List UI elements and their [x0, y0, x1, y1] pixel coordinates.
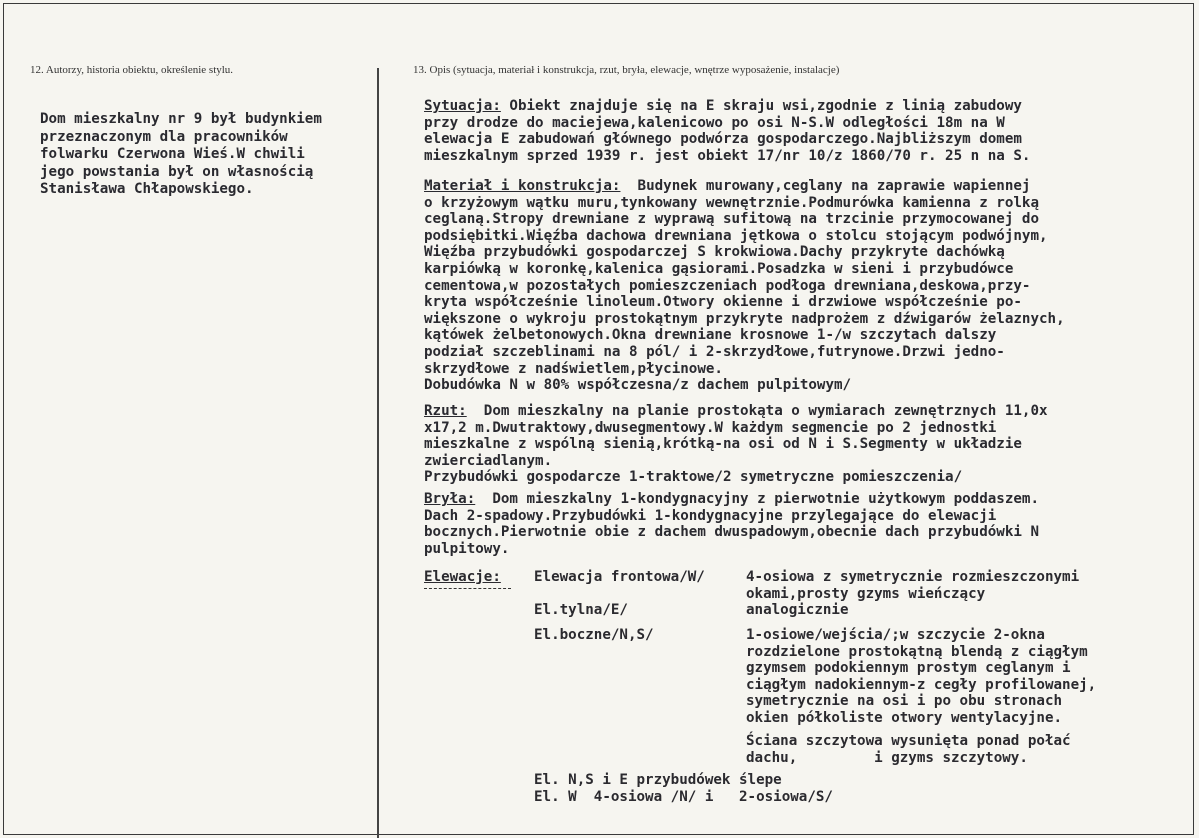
gable-wall-text: Ściana szczytowa wysunięta ponad połać dachu, i gzyms szczytowy. [746, 733, 1071, 766]
massing-section [424, 491, 1159, 557]
elevation-row-name: El.tylna/E/ [534, 602, 628, 618]
massing-text: Dom mieszkalny 1-kondygnacyjny z pierwotnie użytkowym poddaszem. Dach 2-spadowy.Przybudówki 1-kondygnacyjne przylegające do elewacji bocznych.Pierwotnie obie z dachem dwuspadowym,obecnie dach przybudówki N pulpitowy. [424, 491, 1039, 557]
massing-label: Bryła: [424, 491, 476, 507]
elevation-row-desc: 4-osiowa z symetrycznie rozmieszczonymi okami,prosty gzyms wieńczący [746, 569, 1080, 602]
situation-text: Obiekt znajduje się na E skraju wsi,zgodnie z linią zabudowy przy drodze do maciejewa,kalenicowo po osi N-S.W odległości 18m na W elewacja E zabudowań głównego podwórza gospodarczego.Najbliższym domem mieszkalnym sprzed 1939 r. jest obiekt 17/nr 10/z 1860/70 r. 25 n na S. [424, 98, 1031, 164]
plan-text: Dom mieszkalny na planie prostokąta o wymiarach zewnętrznych 11,0x x17,2 m.Dwutraktowy,dwusegmentowy.W każdym segmencie po 2 jednostki mieszkalne z wspólną sienią,krótką-na osi od N i S.Segmenty w układzie zwierciadlanym. Przybudówki gospodarcze 1-traktowe/2 symetryczne pomieszczenia/ [424, 403, 1048, 486]
elevation-row-name: Elewacja frontowa/W/ [534, 569, 705, 585]
material-label: Materiał i konstrukcja: [424, 178, 621, 194]
plan-section [424, 403, 1159, 486]
elevation-row-desc: analogicznie [746, 602, 849, 618]
material-text: Budynek murowany,ceglany na zaprawie wapiennej o krzyżowym wątku muru,tynkowany wewnętrznie.Podmurówka kamienna z rolką ceglaną.Stropy drewniane z wyprawą sufitową na trzcinie przymocowanej do podsiębitki.Więźba dachowa drewniana jętkowa o stolcu stojącym podwójnym, Więźba przybudówki gospodarczej S krokwiowa.Dachy przykryte dachówką karpiówką w koronkę,kalenica gąsiorami.Posadzka w sieni i przybudówce cementowa,w pozostałych pomieszczeniach podłoga drewniana,deskowa,przy- kryta współcześnie linoleum.Otwory okienne i drzwiowe współcześnie po- większone o wykroju prostokątnym przykryte nadprożem z dźwigarów żelaznych, kątówek żelbetonowych.Okna drewniane krosnowe 1-/w szczytach dalszy podział szczeblinami na 8 pól/ i 2-skrzydłowe,futrynowe.Drzwi jedno- skrzydłowe z nadświetlem,płycinowe. Dobudówka N w 80% współczesna/z dachem pulpitowym/ [424, 178, 1065, 394]
situation-label: Sytuacja: [424, 98, 501, 114]
elevation-row-desc: 1-osiowe/wejścia/;w szczycie 2-okna rozdzielone prostokątną blendą z ciągłym gzymsem podokiennym prostym ceglanym i ciągłym nadokiennym-z cegły profilowanej, symetrycznie na osi i po obu stronach okien półkoliste otwory wentylacyjne. [746, 627, 1097, 726]
section-12-header: 12. Autorzy, historia obiektu, określenie stylu. [30, 64, 234, 76]
elevations-label: Elewacje: [424, 569, 511, 589]
column-divider [377, 68, 379, 838]
section-13-header: 13. Opis (sytuacja, materiał i konstrukcja, rzut, bryła, elewacje, wnętrze wyposażenie, instalacje) [413, 64, 840, 76]
situation-section [424, 98, 1159, 164]
elevations-underline [424, 586, 511, 589]
elevations-footer: El. N,S i E przybudówek ślepe El. W 4-osiowa /N/ i 2-osiowa/S/ [534, 772, 833, 805]
material-section [424, 178, 1159, 394]
plan-label: Rzut: [424, 403, 467, 419]
history-text: Dom mieszkalny nr 9 był budynkiem przeznaczonym dla pracowników folwarku Czerwona Wieś.W chwili jego powstania był on własnością Stanisława Chłapowskiego. [40, 111, 322, 198]
elevation-row-name: El.boczne/N,S/ [534, 627, 654, 643]
